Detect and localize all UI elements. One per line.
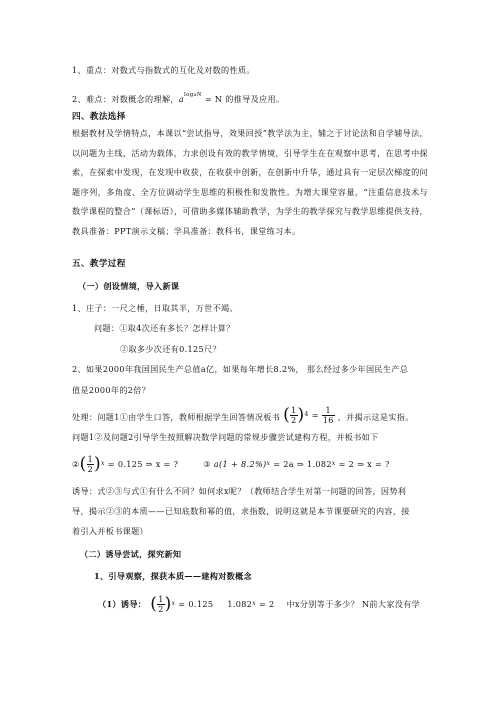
question-1: 问题：①取4次还有多长？怎样计算？ (94, 323, 235, 333)
guide-line-a: 诱导：式②③与式①有什么不同？如何求x呢？（教师结合学生对第一问题的回答，因势利 (72, 486, 407, 496)
subsection-1-heading: （一）创设情境，导入新课 (78, 281, 180, 291)
subsection-2-heading: （二）诱导尝试，探究新知 (80, 549, 182, 559)
last-prefix: （1）诱导： (98, 599, 147, 609)
processing-line-2: 问题1②及问题2引导学生按照解决数学问题的常规步骤尝试建构方程，并板书如下 (72, 432, 379, 442)
question-2: ②取多少次还有0.125尺？ (120, 344, 221, 354)
difficulty-line (72, 89, 284, 105)
focus-line: 1、重点：对数式与指数式的互化及对数的性质。 (72, 65, 255, 75)
equation-3: ③ a(1 + 8.2%) x = 2a ⇒ 1.082 x = 2 ⇒ x = ? (203, 459, 390, 469)
guide-line-c: 着引入并板书课题） (72, 526, 148, 536)
section-5-heading: 五、教学过程 (72, 259, 126, 269)
section-4-heading: 四、教法选择 (72, 112, 126, 122)
step-1-heading: 1、引导观察，探获本质——建构对数概念 (94, 571, 252, 581)
item-2-line-b: 值是2000年的2倍？ (72, 385, 151, 395)
half-power-4-formula: ( $\frac{1}{2}$ ) 4 = $\frac{1}{16}$ (283, 405, 334, 425)
processing-line (72, 401, 414, 431)
processing-suffix: ，并揭示这是实指。 (337, 412, 414, 422)
difficulty-suffix: 的推导及应用。 (222, 94, 285, 104)
equation-2: ② ( $\frac{1}{2}$ ) x = 0.125 ⇒ x = ? (72, 454, 179, 474)
item-1: 1、庄子：一尺之棰，日取其半，万世不竭。 (72, 303, 238, 313)
difficulty-prefix: 2、难点：对数概念的理解， (72, 94, 179, 104)
log-identity-formula: $a^{logaN} = N$ (178, 92, 223, 104)
processing-prefix: 处理：问题1①由学生口答，教师根据学生回答情况板书 (72, 412, 281, 422)
section-4-paragraph: 根据教材及学情特点，本课以“尝试指导，效果回授”教学法为主，辅之于讨论法和自学辅导法，以问题为主线，活动为载体，力求创设有效的教学情境，引导学生在在观察中思考，在思考中探索，在探索中发现，在发现中收获，在收获中创新，在创新中升华，通过具有一定层次梯度的问题序列，多角度、全方位调动学生思维的积极性和发散性。为增大课堂容量，“注重信息技术与数学课程的整合”（课标语），可借助多媒体辅助教学，为学生的教学探究与教学思维提供支持，教具准备：PPT演示文稿；学具准备：教科书，课堂练习本。 (72, 128, 428, 236)
equation-row (72, 451, 390, 477)
guide-line-b: 导，揭示②③的本质——已知底数和幂的值，求指数，说明这就是本节课要研究的内容，接 (72, 506, 410, 516)
item-2-line-a: 2、如果2000年我国国民生产总值a亿，如果每年增长8.2%， 那么经过多少年国民生产总 (72, 364, 409, 374)
last-line: （1）诱导： ( $\frac{1}{2}$ ) x = 0.125 1.082 x = 2 中x分别等于多少？ N前大家没有学 (98, 590, 420, 618)
last-suffix: 中x分别等于多少？ N前大家没有学 (286, 599, 421, 609)
